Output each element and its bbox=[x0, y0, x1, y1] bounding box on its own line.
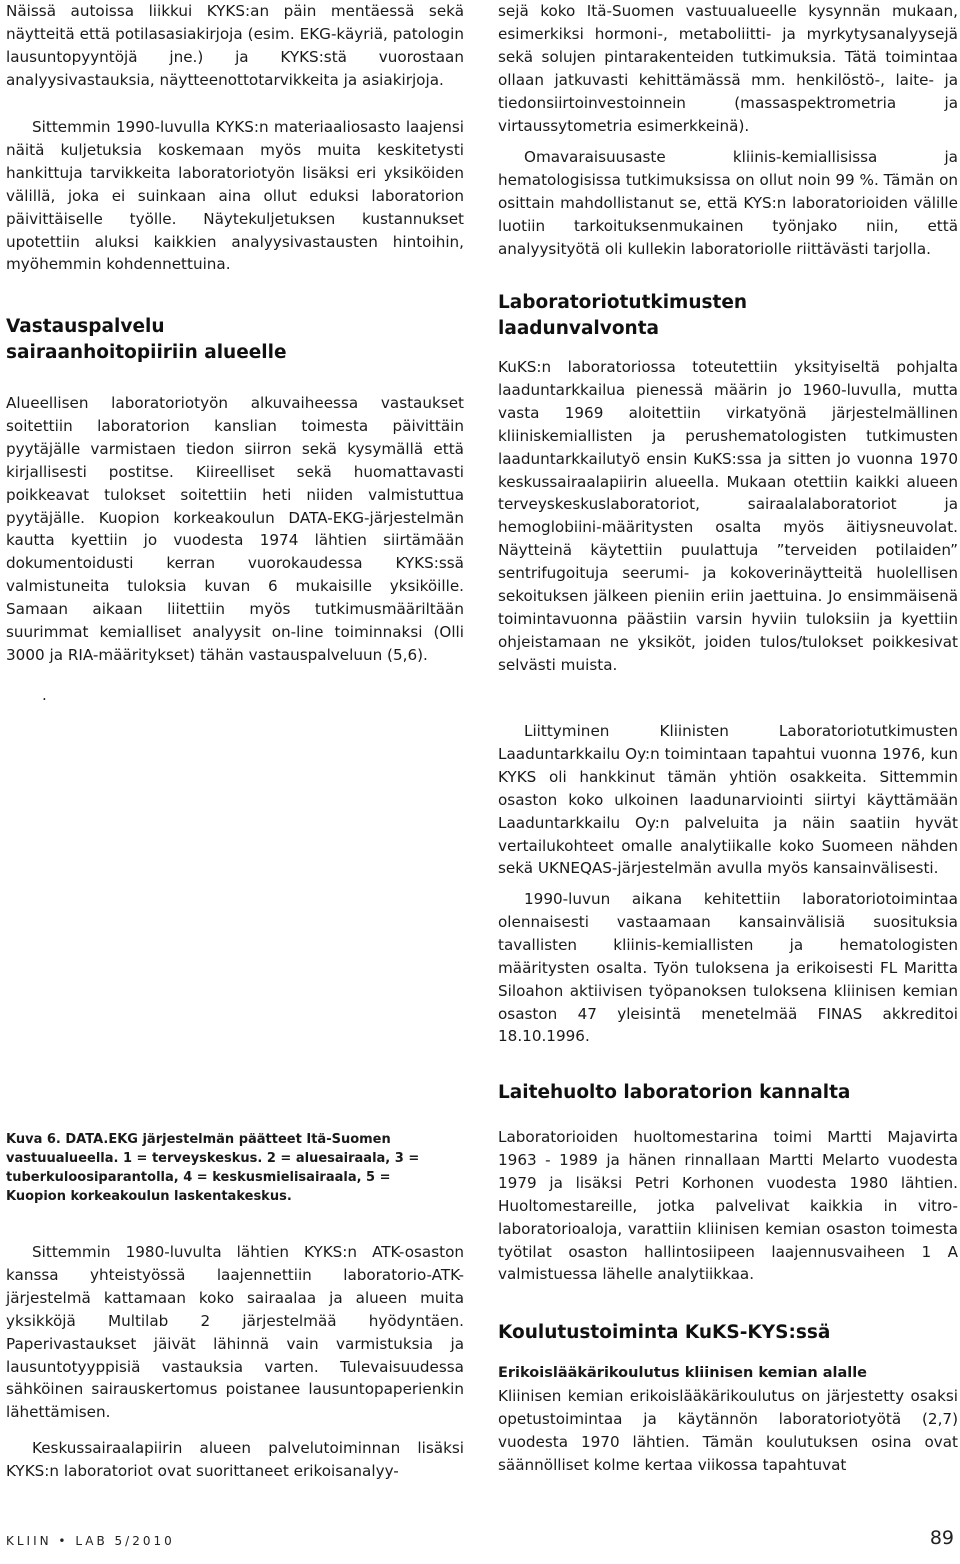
journal-footer: KLIIN • LAB 5/2010 bbox=[6, 1534, 175, 1548]
section-heading-laadunvalvonta bbox=[498, 290, 958, 342]
page-number: 89 bbox=[929, 1527, 954, 1549]
stray-dot: . bbox=[42, 686, 47, 704]
subheading-erikoislaakarikoulutus: Erikoislääkärikoulutus kliinisen kemian alalle bbox=[498, 1365, 868, 1381]
right-paragraph-6: Laboratorioiden huoltomestarina toimi Martti Majavirta 1963 - 1989 ja hänen rinnallaan Martti Melarto vuodesta 1979 ja lisäksi Petri Korhonen vuodesta 1980 lähtien. Huoltomestareille, jotka palvelivat kaikkia in vitro-laboratorioaloja, varattiin kliinisen kemian osaston toimesta työtilat osaston hallintosiipeen laajennusvaiheen 1 A valmistuessa lähelle analytiikkaa. bbox=[498, 1128, 958, 1284]
figure-caption: Kuva 6. DATA.EKG järjestelmän päätteet Itä-Suomen vastuualueella. 1 = terveyskeskus. 2 = aluesairaala, 3 = tuberkuloosiparantolla, 4 = keskusmielisairaala, 5 = Kuopion korkeakoulun laskentakeskus. bbox=[6, 1132, 420, 1204]
left-paragraph-4: Sittemmin 1980-luvulta lähtien KYKS:n ATK-osaston kanssa yhteistyössä laajennettiin laboratorio-ATK-järjestelmä kattamaan koko sairaalaa ja alueen muita yksikköjä Multilab 2 järjestelmää hyödyntäen. Paperivastaukset jäivät lähinnä vain varmistuksia ja lausuntotyyppisiä vastauksia varten. Tulevaisuudessa sähköinen sairauskertomus poistanee lausuntopaperienkin lähettämisen. bbox=[6, 1243, 464, 1422]
right-paragraph-1: sejä koko Itä-Suomen vastuualueelle kysynnän mukaan, esimerkiksi hormoni-, metaboliitti- ja myrkytysanalyysejä sekä solujen pintarakenteiden tutkimuksia. Tätä toimintaa ollaan jatkuvasti kehittämässä mm. henkilöstö-, laite- ja tiedonsiirtoinvestoinnein (massaspektrometria ja virtaussytometria esimerkkeinä). bbox=[498, 2, 958, 135]
heading-line-2: sairaanhoitopiiriin alueelle bbox=[6, 342, 287, 363]
right-paragraph-3: KuKS:n laboratoriossa toteutettiin yksityiseltä pohjalta laaduntarkkailua pienessä määrin jo 1960-luvulla, mutta vasta 1969 aloitettiin virkatyönä järjestelmällinen kliiniskemiallisten ja perushematologisten tutkimusten laaduntarkkailutyö ensin KuKS:ssa ja sitten jo vuonna 1970 keskussairaalapiirin alueella. Mukaan otettiin kaikki alueen terveyskeskuslaboratoriot, sairaalalaboratoriot ja hemoglobiini-määritysten osalta myös äitiysneuvolat. Näytteinä käytettiin puulattuja ”terveiden potilaiden” sentrifugoituja seerumi- ja kokoverinäytteitä huolellisen sekoituksen jälkeen pieniin eriin jaettuina. Jo ensimmäisenä toimintavuonna päästiin varsin hyviin tuloksiin ja kyettiin ohjeistamaan ne yksiköt, joiden tulos/tulokset poikkesivat selvästi muista. bbox=[498, 358, 958, 674]
section-heading-vastauspalvelu bbox=[6, 314, 464, 366]
section-heading-laitehuolto: Laitehuolto laboratorion kannalta bbox=[498, 1082, 851, 1103]
right-paragraph-7: Kliinisen kemian erikoislääkärikoulutus on järjestetty osaksi opetustoimintaa ja käytännön laboratoriotyötä (2,7) vuodesta 1970 lähtien. Tämän koulutuksen osina ovat säännölliset kolme kertaa viikossa tapahtuvat bbox=[498, 1387, 958, 1474]
right-paragraph-5: 1990-luvun aikana kehitettiin laboratoriotoimintaa olennaisesti vastaamaan kansainvälisiä suosituksia tavallisten kliinis-kemiallisten ja hematologisten määritysten osalta. Työn tuloksena ja erikoisesti FL Maritta Siloahon aktiivisen työpanoksen tuloksena kliinisen kemian osaston 47 yleisintä menetelmää FINAS akkreditoi 18.10.1996. bbox=[498, 890, 958, 1046]
left-paragraph-1: Näissä autoissa liikkui KYKS:an päin mentäessä sekä näytteitä että potilasasiakirjoja (esim. EKG-käyriä, patologin lausuntopyyntöjä jne.) ja KYKS:stä vuorostaan analyysivastauksia, näytteenottotarvikkeita ja asiakirjoja. bbox=[6, 2, 464, 89]
right-paragraph-4: Liittyminen Kliinisten Laboratoriotutkimusten Laaduntarkkailu Oy:n toimintaan tapahtui vuonna 1976, kun KYKS oli hankkinut tämän yhtiön osakkeita. Sittemmin osaston koko ulkoinen laadunarviointi siirtyi käyttämään Laaduntarkkailu Oy:n palveluita ja näin saatiin hyvät vertailukohteet omalle analytiikalle koko Suomeen nähden sekä UKNEQAS-järjestelmän avulla myös kansainvälisesti. bbox=[498, 722, 958, 878]
section-heading-koulutustoiminta: Koulutustoiminta KuKS-KYS:ssä bbox=[498, 1322, 831, 1343]
heading-line-1: Laboratoriotutkimusten bbox=[498, 292, 748, 313]
left-paragraph-5: Keskussairaalapiirin alueen palvelutoiminnan lisäksi KYKS:n laboratoriot ovat suorittaneet erikoisanalyy- bbox=[6, 1439, 464, 1480]
left-paragraph-3: Alueellisen laboratoriotyön alkuvaiheessa vastaukset soitettiin laboratorion kanslian toimesta päivittäin pyytäjälle varmistaen tiedon siirron sekä kysymällä että kirjallisesti postitse. Kiireelliset sekä huomattavasti poikkeavat tulokset soitettiin heti niiden valmistuttua pyytäjälle. Kuopion korkeakoulun DATA-EKG-järjestelmän kautta kyettiin jo vuodesta 1974 lähtien siirtämään dokumentoidusti kerran vuorokaudessa KYKS:ssä valmistuneita tuloksia kuvan 6 mukaisille yksiköille. Samaan aikaan liitettiin myös tutkimusmääriltään suurimmat kemialliset analyysit on-line toiminnaksi (Olli 3000 ja RIA-määritykset) tähän vastauspalveluun (5,6). bbox=[6, 394, 464, 664]
heading-line-2: laadunvalvonta bbox=[498, 318, 660, 339]
left-paragraph-2: Sittemmin 1990-luvulla KYKS:n materiaaliosasto laajensi näitä kuljetuksia koskemaan myös muita keskitetysti hankittuja tarvikkeita laboratoriotyön lisäksi eri yksiköiden välillä, joka ei suinkaan aina ollut eduksi laboratorion päivittäiselle työlle. Näytekuljetuksen kustannukset upotettiin aluksi kaikkien analyysivastausten hintoihin, myöhemmin kohdennettuina. bbox=[6, 118, 464, 274]
heading-line-1: Vastauspalvelu bbox=[6, 316, 165, 337]
right-paragraph-2: Omavaraisuusaste kliinis-kemiallisissa ja hematologisissa tutkimuksissa on ollut noin 99 %. Tämän on osittain mahdollistanut se, että KYS:n laboratorioiden välille luotiin tarkoituksenmukainen työnjako niin, että analyysityötä oli kullekin laboratoriolle riittävästi tarjolla. bbox=[498, 148, 958, 258]
